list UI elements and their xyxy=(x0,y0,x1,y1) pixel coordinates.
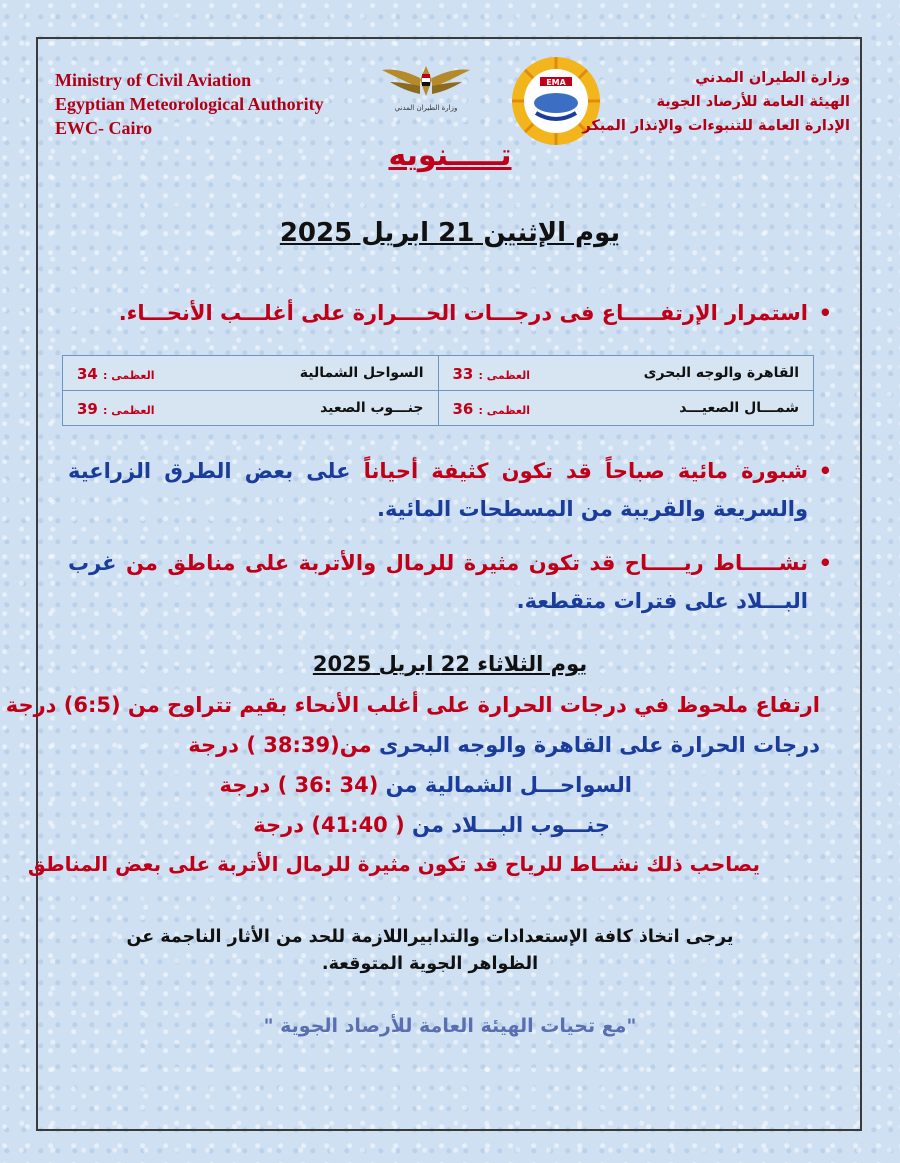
region-name: شمـــال الصعيـــد xyxy=(679,400,799,416)
day2-south-line xyxy=(253,813,610,837)
department-name-ar: الإدارة العامة للتنبوءات والإنذار المبكر xyxy=(582,118,850,134)
bullet-winds xyxy=(68,544,808,620)
day2-heading: يوم الثلاثاء 22 ابريل 2025 xyxy=(312,652,588,676)
fog-text-red: شبورة مائية صباحاً قد تكون كثيفة أحياناً xyxy=(363,459,809,483)
closing-advice: يرجى اتخاذ كافة الإستعدادات والتدابيراللازمة للحد من الأثار الناجمة عن الظواهر الجوية المتوقعة. xyxy=(126,927,734,974)
table-row xyxy=(63,391,814,426)
day2-coast-line xyxy=(220,773,632,797)
winds-text-red: نشـــــاط ريـــــاح قد تكون مثيرة للرمال والأتربة على مناطق من xyxy=(126,551,809,575)
south-range: ( 41:40) درجة xyxy=(253,813,405,837)
south-label: جنـــوب البـــلاد من xyxy=(412,813,610,837)
ema-logo-text: EMA xyxy=(546,78,566,87)
region-name: القاهرة والوجه البحرى xyxy=(643,365,799,381)
cairo-label: درجات الحرارة على القاهرة والوجه البحرى xyxy=(378,733,820,757)
table-cell xyxy=(438,391,814,426)
cairo-range: من(38:39 ) درجة xyxy=(188,733,372,757)
day1-heading: يوم الإثنين 21 ابريل 2025 xyxy=(279,218,621,248)
greeting: "مع تحيات الهيئة العامة للأرصاد الجوية " xyxy=(263,1015,637,1037)
authority-name-ar: الهيئة العامة للأرصاد الجوية xyxy=(656,94,850,110)
header-arabic xyxy=(582,66,850,138)
notice-title: تـــــنويه xyxy=(388,138,512,173)
max-temperature-table xyxy=(62,355,814,426)
table-cell xyxy=(63,391,439,426)
region-name: السواحل الشمالية xyxy=(299,365,424,381)
coast-label: السواحـــل الشمالية من xyxy=(385,773,632,797)
ministry-name-ar: وزارة الطيران المدني xyxy=(695,70,850,86)
bullet-temperature-rise: • استمرار الإرتفـــــاع فى درجـــات الحــــرارة على أغلـــب الأنحـــاء. xyxy=(108,294,808,332)
max-label: العظمى : xyxy=(102,403,155,417)
max-label: العظمى : xyxy=(102,368,155,382)
table-cell xyxy=(63,356,439,391)
day2-cairo-line xyxy=(188,733,820,757)
authority-name-en: Egyptian Meteorological Authority xyxy=(55,94,324,114)
max-value: 33 xyxy=(452,364,474,383)
table-row xyxy=(63,356,814,391)
day2-winds-line: يصاحب ذلك نشــاط للرياح قد تكون مثيرة للرمال الأتربة على بعض المناطق xyxy=(27,852,760,876)
region-name: جنـــوب الصعيد xyxy=(320,400,424,416)
ministry-logo-caption: وزارة الطيران المدني xyxy=(394,104,458,112)
max-value: 36 xyxy=(452,399,474,418)
coast-range: (34 :36 ) درجة xyxy=(219,773,379,797)
fog-text-blue: على بعض الطرق الزراعية والسريعة والقريبة من المسطحات المائية. xyxy=(68,459,808,521)
ministry-name-en: Ministry of Civil Aviation xyxy=(55,70,252,90)
max-label: العظمى : xyxy=(478,403,531,417)
header-english xyxy=(55,68,324,140)
max-label: العظمى : xyxy=(478,368,531,382)
day2-temp-rise: ارتفاع ملحوظ في درجات الحرارة على أغلب الأنحاء بقيم تتراوح من (6:5) درجة xyxy=(5,693,820,717)
bullet-fog xyxy=(68,452,808,528)
table-cell xyxy=(438,356,814,391)
center-name-en: EWC- Cairo xyxy=(55,118,153,138)
max-value: 34 xyxy=(77,364,98,383)
winds-text-blue: غرب البـــلاد على فترات متقطعة. xyxy=(68,551,808,613)
max-value: 39 xyxy=(77,399,98,418)
ministry-wings-logo xyxy=(380,60,472,122)
